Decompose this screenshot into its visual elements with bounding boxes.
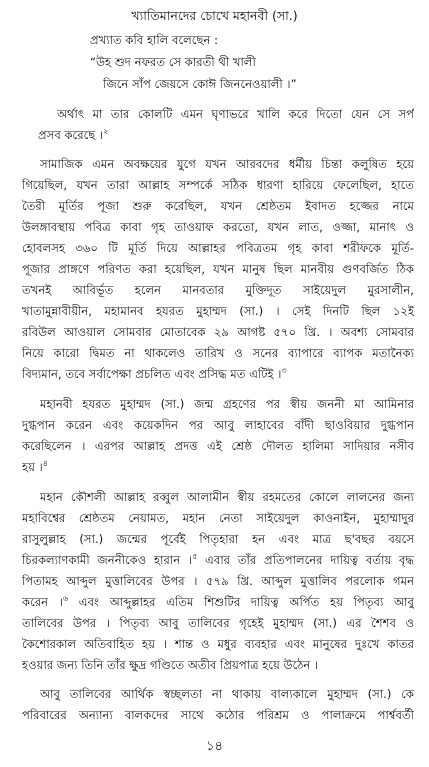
p1-line-4: উলঙ্গাবস্থায় পবিত্র কাবা গৃহ তাওয়াফ করতো, যখন লাত, ওজ্জা, মানাৎ ও bbox=[22, 220, 414, 234]
translation-line-2-text: প্রসব করেছে । bbox=[38, 128, 104, 142]
p4-line-1: আবু তালিবের আর্থিক স্বচ্ছলতা না থাকায় বাল্যকালে মুহাম্মদ (সা.) কে bbox=[40, 687, 414, 701]
p3-line-4 bbox=[22, 550, 414, 570]
quote-verse-line-2: জিনে সাঁপ জেয়সে কোঈ জিননেওয়ালী ।” bbox=[103, 77, 297, 91]
p3-line-4b: এবার তাঁর প্রতিপালনের দায়িত্ব বর্তায় বৃদ্ধ bbox=[197, 553, 414, 567]
quote-intro: প্রখ্যাত কবি হালি বলেছেন : bbox=[90, 33, 218, 47]
p2-line-4 bbox=[22, 457, 48, 477]
p2-line-1: মহানবী হযরত মুহাম্মদ (সা.) জন্ম গ্রহণের পর স্বীয় জননী মা আমিনার bbox=[40, 397, 414, 411]
page-number: ১৪ bbox=[206, 739, 223, 754]
p1-line-1: সামাজিক এমন অবক্ষয়ের যুগে যখন আরবদের ধর্মীয় চিন্তা কলুষিত হয়ে bbox=[40, 157, 414, 171]
footnote-marker: ৩ bbox=[281, 366, 287, 376]
p1-line-10: নিয়ে কারো দ্বিমত না থাকলেও তারিখ ও সনের ব্যাপারে ব্যাপক মতানৈক্য bbox=[22, 346, 414, 360]
p3-line-5: পিতামহ আব্দুল মুত্তালিবের উপর । ৫৭৯ খ্রি. আব্দুল মুত্তালিব পরলোক গমন bbox=[22, 574, 414, 588]
running-header: খ্যাতিমানদের চোখে মহানবী (সা.) bbox=[131, 8, 298, 23]
p3-line-8: কৈশোরকাল অতিবাহিত হয় । শান্ত ও মধুর ব্যবহার এবং মানুষের দুঃখে কাতর bbox=[22, 637, 414, 651]
footnote-marker: ৫ bbox=[192, 552, 198, 562]
p1-line-7: তখনই আবির্ভূত হলেন মানবতার মুক্তিদূত সাইয়েদুল মুরসালীন, bbox=[22, 283, 414, 297]
p1-line-6: পূজার প্রাঙ্গণে পরিণত করা হয়েছিল, যখন মানুষ ছিল মানবীয় গুণবর্জিত ঠিক bbox=[22, 262, 414, 276]
p3-line-4a: চিরকল্যাণকামী জননীকেও হারান । bbox=[22, 553, 193, 567]
footnote-marker: ৬ bbox=[62, 594, 69, 604]
p3-line-6a: করেন । bbox=[22, 595, 63, 609]
p3-line-7: তালিবের উপর । পিতৃব্য আবু তালিবের গৃহেই মুহাম্মদ (সা.) এর শৈশব ও bbox=[22, 616, 414, 630]
p2-line-4-text: হয় । bbox=[22, 460, 43, 474]
p3-line-3: রাসুলুল্লাহ (সা.) জন্মের পূর্বেই পিতৃহারা হন এবং মাত্র ছ'বছর বয়সে bbox=[22, 532, 414, 546]
p1-line-9: রবিউল আওয়াল সোমবার মোতাবেক ২৯ আগষ্ট ৫৭০ খ্রি. । অবশ্য সোমবার bbox=[22, 325, 414, 339]
footnote-marker: ২ bbox=[103, 127, 109, 137]
p2-line-2: দুগ্ধপান করেন এবং কয়েকদিন পর আবু লাহাবের বাঁদী ছাওবিয়ার দুগ্ধপান bbox=[22, 418, 414, 432]
p2-line-3: করেছিলেন । এরপর আল্লাহ প্রদত্ত এই শ্রেষ্ঠ দৌলত হালিমা সাদিয়ার নসীব bbox=[22, 439, 414, 453]
translation-line-1: অর্থাৎ মা তার কোলটি এমন ঘৃণাভরে খালি করে দিতো যেন সে সর্প bbox=[57, 107, 414, 121]
p1-line-3: তৈরী মূর্তির পূজা শুরু করেছিল, যখন শ্রেষ্ঠতম ইবাদত হজ্জের নামে bbox=[22, 199, 414, 213]
p3-line-6b: এবং আব্দুল্লাহর এতিম শিশুটির দায়িত্ব অর্পিত হয় পিতৃব্য আবু bbox=[68, 595, 414, 609]
footnote-marker: ৪ bbox=[42, 459, 48, 469]
p3-line-6 bbox=[22, 592, 414, 612]
quote-verse-line-1: “উহ শুদ নফরত সে কারতী থী খালী bbox=[90, 55, 256, 69]
p3-line-1: মহান কৌশলী আল্লাহ রব্বুল আলামীন স্বীয় রহমতের কোলে লালনের জন্য bbox=[40, 490, 414, 504]
translation-line-2 bbox=[38, 125, 108, 145]
p3-line-9: হওয়ার জন্য তিনি তাঁর ক্ষুদ্র গণ্ডিতে অতীব প্রিয়পাত্র হয়ে উঠেন । bbox=[22, 658, 319, 672]
p4-line-2: পরিবারের অন্যান্য বালকদের সাথে কঠোর পরিশ্রম ও পালাক্রমে পার্শ্ববর্তী bbox=[22, 708, 414, 722]
p1-line-8: খাতামুন্নাবীয়ীন, মহামানব হযরত মুহাম্মদ (সা.) । সেই দিনটি ছিল ১২ই bbox=[22, 304, 414, 318]
p1-line-11 bbox=[22, 364, 414, 384]
p3-line-2: মহাবিশ্বের শ্রেষ্ঠতম নেয়ামত, মহান নেতা সাইয়েদুল কাওনাইন, মুহাম্মাদুর bbox=[22, 511, 414, 525]
p1-line-5: হোবলসহ ৩৬০ টি মূর্তি দিয়ে আল্লাহর পবিত্রতম গৃহ কাবা শরীফকে মূর্তি- bbox=[22, 241, 414, 255]
p1-line-2: গিয়েছিল, যখন তারা আল্লাহ সম্পর্কে সঠিক ধারণা হারিয়ে ফেলেছিল, হাতে bbox=[22, 178, 414, 192]
p1-line-11-text: বিদ্যমান, তবে সর্বাপেক্ষা প্রচলিত এবং প্রসিদ্ধ মত এটিই । bbox=[22, 367, 282, 381]
